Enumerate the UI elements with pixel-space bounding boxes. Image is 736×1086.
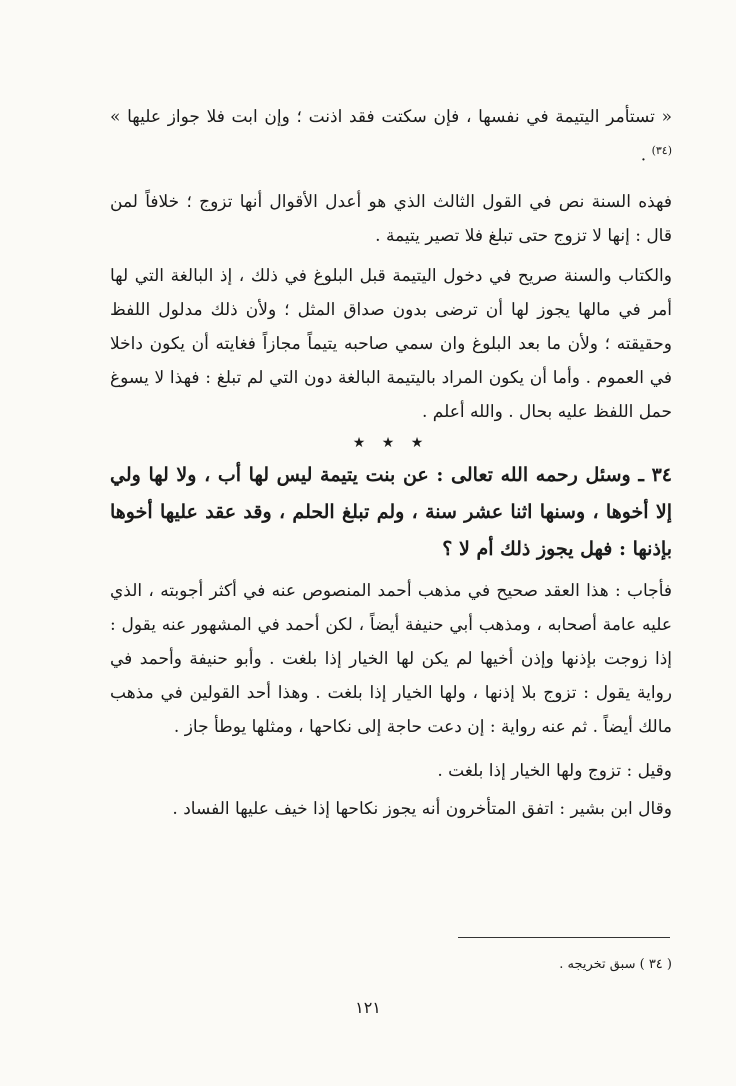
paragraph-hadith — [110, 100, 672, 173]
paragraph-answer: فأجاب : هذا العقد صحيح في مذهب أحمد المنصوص عنه في أكثر أجوبته ، الذي عليه عامة أصحابه ، ومذهب أبي حنيفة أيضاً ، لكن أحمد في المشهور عنه يقول : إذا زوجت بإذنها وإذن أخيها لم يكن لها الخيار إذا بلغت . وأبو حنيفة وأحمد في رواية يقول : تزوج بلا إذنها ، ولها الخيار إذا بلغت . وهذا أحد القولين في مذهب مالك أيضاً . ثم عنه رواية : إن دعت حاجة إلى نكاحها ، ومثلها يوطأ جاز . — [110, 580, 672, 737]
footnote-reference[interactable]: (٣٤) — [651, 144, 672, 157]
question-heading: ٣٤ ـ وسئل رحمه الله تعالى : عن بنت يتيمة ليس لها أب ، ولا لها ولي إلا أخوها ، وسنها اثنا عشر سنة ، ولم تبلغ الحلم ، وقد عقد عليها أخوها بإذنها : فهل يجوز ذلك أم لا ؟ — [110, 463, 672, 560]
page-number: ١٢١ — [355, 998, 381, 1017]
hadith-end: . — [640, 145, 652, 166]
section-divider-stars: ★ ★ ★ — [352, 434, 430, 451]
paragraph-book-and-sunnah: والكتاب والسنة صريح في دخول اليتيمة قبل البلوغ في ذلك ، إذ البالغة التي لها أمر في مالها يجوز لها أن ترضى بدون صداق المثل ؛ ولأن ذلك مدلول اللفظ وحقيقته ؛ ولأن ما بعد البلوغ وان سمي صاحبه يتيماً مجازاً فغايته أن يكون داخلا في العموم . وأما أن يكون المراد باليتيمة البالغة دون التي لم تبلغ : فهذا لا يسوغ حمل اللفظ عليه بحال . والله أعلم . — [110, 265, 672, 422]
page-body — [110, 100, 672, 826]
hadith-text: « تستأمر اليتيمة في نفسها ، فإن سكتت فقد اذنت ؛ وإن ابت فلا جواز عليها » — [110, 107, 672, 127]
paragraph-ibn-bashir: وقال ابن بشير : اتفق المتأخرون أنه يجوز نكاحها إذا خيف عليها الفساد . — [172, 798, 672, 819]
footnote: ( ٣٤ ) سبق تخريجه . — [559, 957, 672, 972]
paragraph-sunnah-text: فهذه السنة نص في القول الثالث الذي هو أعدل الأقوال أنها تزوج ؛ خلافاً لمن قال : إنها لا تزوج حتى تبلغ فلا تصير يتيمة . — [110, 191, 672, 246]
footnote-separator — [458, 937, 670, 938]
paragraph-another-opinion: وقيل : تزوج ولها الخيار إذا بلغت . — [437, 760, 672, 781]
